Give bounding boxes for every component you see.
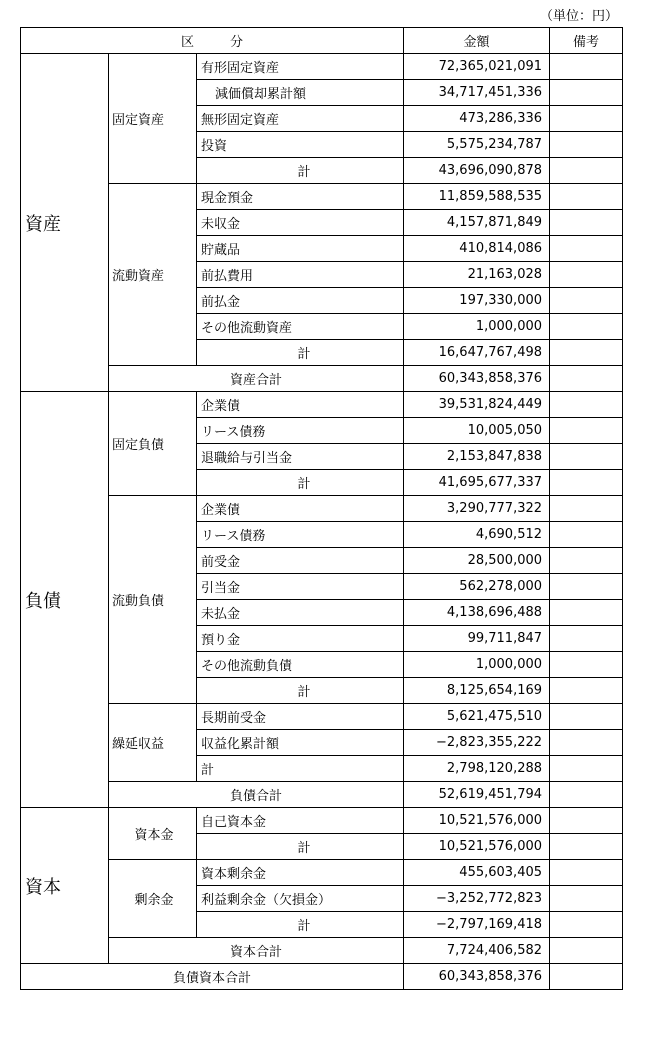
- item-note: [550, 236, 623, 262]
- item-note: [550, 548, 623, 574]
- item-note: [550, 938, 623, 964]
- item-amount: 473,286,336: [404, 106, 550, 132]
- total-row: [21, 938, 623, 964]
- item-note: [550, 470, 623, 496]
- item-amount: 11,859,588,535: [404, 184, 550, 210]
- item-amount: 455,603,405: [404, 860, 550, 886]
- item-amount: 72,365,021,091: [404, 54, 550, 80]
- item-name: その他流動資産: [197, 314, 404, 340]
- item-note: [550, 444, 623, 470]
- grand-total-row: [21, 964, 623, 990]
- item-name: 収益化累計額: [197, 730, 404, 756]
- item-name: 投資: [197, 132, 404, 158]
- item-amount: 10,005,050: [404, 418, 550, 444]
- item-name: 資本剰余金: [197, 860, 404, 886]
- table-row: [21, 54, 623, 80]
- item-amount: 2,153,847,838: [404, 444, 550, 470]
- item-amount: 28,500,000: [404, 548, 550, 574]
- subtotal-amount: −2,797,169,418: [404, 912, 550, 938]
- item-note: [550, 288, 623, 314]
- item-name: 未収金: [197, 210, 404, 236]
- grand-total-label: 負債資本合計: [21, 964, 404, 990]
- item-name: 前受金: [197, 548, 404, 574]
- subtotal-amount: 41,695,677,337: [404, 470, 550, 496]
- item-amount: 3,290,777,322: [404, 496, 550, 522]
- table-row: [21, 184, 623, 210]
- item-note: [550, 158, 623, 184]
- total-label: 資本合計: [109, 938, 404, 964]
- item-name: 自己資本金: [197, 808, 404, 834]
- item-name: 企業債: [197, 496, 404, 522]
- subtotal-amount: 2,798,120,288: [404, 756, 550, 782]
- item-note: [550, 912, 623, 938]
- subtotal-label: 計: [197, 912, 404, 938]
- item-name: 有形固定資産: [197, 54, 404, 80]
- item-note: [550, 210, 623, 236]
- item-name: 未払金: [197, 600, 404, 626]
- section-fixed-liabilities: 固定負債: [109, 392, 197, 496]
- balance-sheet-table: [20, 27, 623, 990]
- item-amount: 5,575,234,787: [404, 132, 550, 158]
- table-row: [21, 808, 623, 834]
- item-name: 長期前受金: [197, 704, 404, 730]
- item-amount: 4,138,696,488: [404, 600, 550, 626]
- item-note: [550, 392, 623, 418]
- item-amount: 197,330,000: [404, 288, 550, 314]
- item-note: [550, 704, 623, 730]
- item-note: [550, 418, 623, 444]
- category-capital: 資本: [21, 808, 109, 964]
- subtotal-label: 計: [197, 158, 404, 184]
- section-deferred-revenue: 繰延収益: [109, 704, 197, 782]
- section-surplus: 剰余金: [109, 860, 197, 938]
- item-name: 前払金: [197, 288, 404, 314]
- grand-total-amount: 60,343,858,376: [404, 964, 550, 990]
- section-fixed-assets: 固定資産: [109, 54, 197, 184]
- table-row: [21, 860, 623, 886]
- item-amount: 34,717,451,336: [404, 80, 550, 106]
- item-name: 減価償却累計額: [197, 80, 404, 106]
- item-name: 前払費用: [197, 262, 404, 288]
- item-note: [550, 106, 623, 132]
- item-name: その他流動負債: [197, 652, 404, 678]
- item-note: [550, 886, 623, 912]
- item-amount: 562,278,000: [404, 574, 550, 600]
- item-note: [550, 314, 623, 340]
- item-note: [550, 80, 623, 106]
- item-amount: 1,000,000: [404, 314, 550, 340]
- item-amount: 21,163,028: [404, 262, 550, 288]
- category-assets: 資産: [21, 54, 109, 392]
- table-row: [21, 496, 623, 522]
- item-name: 利益剰余金（欠損金）: [197, 886, 404, 912]
- item-note: [550, 860, 623, 886]
- subtotal-amount: 16,647,767,498: [404, 340, 550, 366]
- item-name: 退職給与引当金: [197, 444, 404, 470]
- table-row: [21, 392, 623, 418]
- category-liabilities: 負債: [21, 392, 109, 808]
- item-note: [550, 54, 623, 80]
- item-name: リース債務: [197, 418, 404, 444]
- item-note: [550, 678, 623, 704]
- item-amount: −3,252,772,823: [404, 886, 550, 912]
- item-note: [550, 340, 623, 366]
- header-row: [21, 28, 623, 54]
- item-amount: 99,711,847: [404, 626, 550, 652]
- subtotal-amount: 8,125,654,169: [404, 678, 550, 704]
- header-note: 備考: [550, 28, 623, 54]
- header-kubun: 区分: [21, 28, 404, 54]
- total-label: 負債合計: [109, 782, 404, 808]
- subtotal-label: 計: [197, 756, 404, 782]
- item-note: [550, 756, 623, 782]
- item-note: [550, 366, 623, 392]
- item-note: [550, 964, 623, 990]
- item-note: [550, 522, 623, 548]
- header-amount: 金額: [404, 28, 550, 54]
- item-amount: 10,521,576,000: [404, 808, 550, 834]
- item-note: [550, 574, 623, 600]
- item-name: 貯蔵品: [197, 236, 404, 262]
- item-amount: 410,814,086: [404, 236, 550, 262]
- item-note: [550, 184, 623, 210]
- total-row: [21, 366, 623, 392]
- item-note: [550, 808, 623, 834]
- item-note: [550, 496, 623, 522]
- total-amount: 52,619,451,794: [404, 782, 550, 808]
- item-note: [550, 626, 623, 652]
- item-note: [550, 730, 623, 756]
- item-amount: 39,531,824,449: [404, 392, 550, 418]
- item-name: 引当金: [197, 574, 404, 600]
- subtotal-label: 計: [197, 678, 404, 704]
- section-current-assets: 流動資産: [109, 184, 197, 366]
- item-amount: 5,621,475,510: [404, 704, 550, 730]
- item-name: 企業債: [197, 392, 404, 418]
- item-amount: −2,823,355,222: [404, 730, 550, 756]
- unit-label: （単位：円）: [539, 9, 618, 24]
- item-name: 現金預金: [197, 184, 404, 210]
- item-name: 無形固定資産: [197, 106, 404, 132]
- item-note: [550, 782, 623, 808]
- item-amount: 4,157,871,849: [404, 210, 550, 236]
- subtotal-label: 計: [197, 834, 404, 860]
- total-amount: 7,724,406,582: [404, 938, 550, 964]
- item-note: [550, 132, 623, 158]
- total-amount: 60,343,858,376: [404, 366, 550, 392]
- item-amount: 1,000,000: [404, 652, 550, 678]
- total-label: 資産合計: [109, 366, 404, 392]
- item-note: [550, 652, 623, 678]
- item-name: 預り金: [197, 626, 404, 652]
- subtotal-amount: 43,696,090,878: [404, 158, 550, 184]
- item-name: リース債務: [197, 522, 404, 548]
- section-capital-stock: 資本金: [109, 808, 197, 860]
- item-note: [550, 600, 623, 626]
- table-row: [21, 704, 623, 730]
- item-note: [550, 262, 623, 288]
- item-amount: 4,690,512: [404, 522, 550, 548]
- subtotal-label: 計: [197, 470, 404, 496]
- section-current-liabilities: 流動負債: [109, 496, 197, 704]
- item-note: [550, 834, 623, 860]
- subtotal-label: 計: [197, 340, 404, 366]
- total-row: [21, 782, 623, 808]
- subtotal-amount: 10,521,576,000: [404, 834, 550, 860]
